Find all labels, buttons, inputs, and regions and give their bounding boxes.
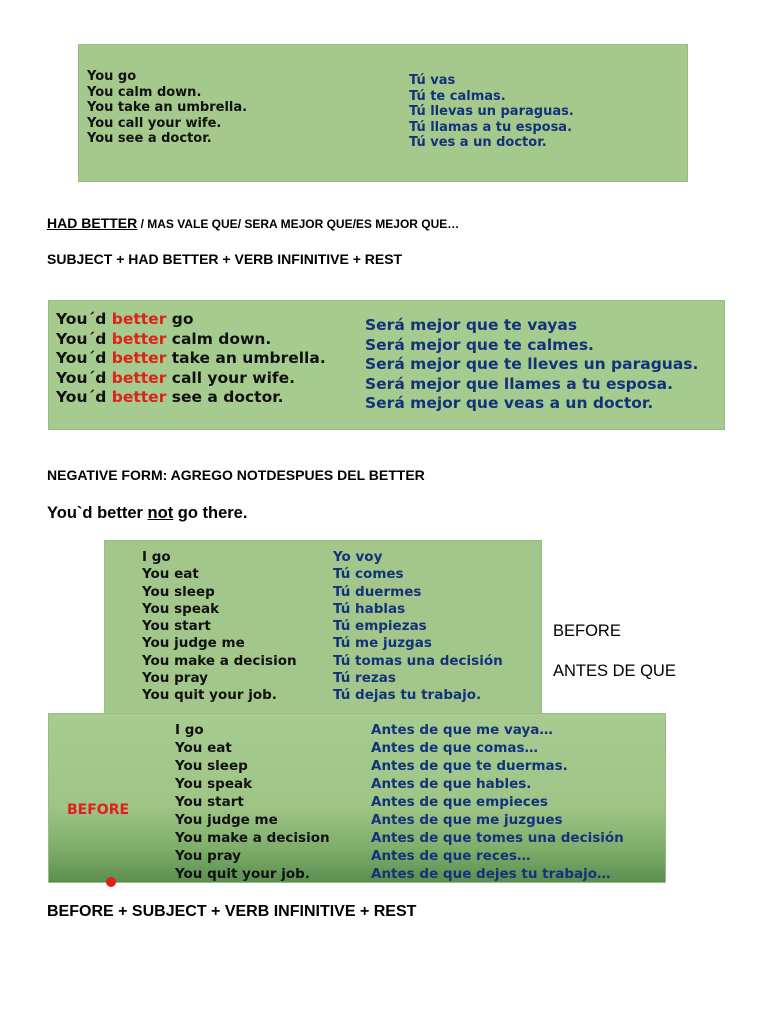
english-sentence: You start xyxy=(142,618,211,635)
simple-present-panel xyxy=(78,44,688,182)
spanish-sentence: Tú duermes xyxy=(333,583,422,600)
spanish-sentence: Tú llevas un paraguas. xyxy=(409,104,574,119)
english-sentence: You sleep xyxy=(142,583,215,600)
english-sentence xyxy=(56,388,326,408)
negative-example-start: You`d better xyxy=(47,504,148,522)
spanish-sentence: Tú comes xyxy=(333,566,404,583)
spanish-column xyxy=(365,316,698,414)
spanish-sentence: Tú llamas a tu esposa. xyxy=(409,119,573,135)
had-better-title: HAD BETTER xyxy=(47,215,138,231)
english-sentence: You eat xyxy=(142,566,199,583)
english-sentence: You speak xyxy=(142,600,220,617)
had-better-panel xyxy=(48,300,725,430)
spanish-sentence: Tú tomas una decisión xyxy=(333,652,503,669)
verb-phrase: take an umbrella. xyxy=(171,349,326,367)
spanish-sentence: Antes de que hables. xyxy=(371,776,532,792)
negative-form-heading: NEGATIVE FORM: AGREGO NOTDESPUES DEL BETTER xyxy=(47,467,425,483)
verb-phrase: go xyxy=(171,310,194,328)
english-sentence: You sleep xyxy=(175,758,248,774)
spanish-sentence: Tú dejas tu trabajo. xyxy=(333,687,482,704)
spanish-sentence: Antes de que me vaya… xyxy=(371,722,553,738)
english-sentence: I go xyxy=(142,549,171,565)
english-sentence: You quit your job. xyxy=(175,866,310,882)
english-sentence: You pray xyxy=(142,670,208,687)
had-better-subtitle: / MAS VALE QUE/ SERA MEJOR QUE/ES MEJOR QUE… xyxy=(137,217,460,231)
negative-not: not xyxy=(147,504,174,522)
spanish-column xyxy=(333,549,503,705)
spanish-sentence: Antes de que empieces xyxy=(371,794,548,810)
english-sentence: You make a decision xyxy=(142,652,297,669)
verb-phrase: call your wife. xyxy=(171,368,296,387)
better-keyword: better xyxy=(111,310,167,328)
english-sentence: You start xyxy=(175,794,244,810)
before-label: BEFORE xyxy=(553,622,621,640)
english-column xyxy=(175,721,330,883)
english-sentence: You quit your job. xyxy=(142,687,277,704)
english-sentence: You see a doctor. xyxy=(87,131,212,146)
spanish-sentence: Tú ves a un doctor. xyxy=(409,135,547,150)
english-sentence: You pray xyxy=(175,848,241,864)
spanish-sentence: Tú hablas xyxy=(333,600,406,617)
spanish-sentence: Antes de que comas… xyxy=(371,740,539,756)
red-dot-icon xyxy=(106,877,116,887)
negative-example xyxy=(47,504,247,523)
english-sentence: You go xyxy=(87,69,137,84)
spanish-sentence: Será mejor que llames a tu esposa. xyxy=(365,374,674,393)
better-keyword: better xyxy=(111,329,167,348)
before-formula: BEFORE + SUBJECT + VERB INFINITIVE + REST xyxy=(47,903,417,920)
spanish-sentence: Tú vas xyxy=(409,73,456,88)
english-sentence: You calm down. xyxy=(87,84,202,100)
spanish-sentence: Antes de que tomes una decisión xyxy=(371,830,624,846)
english-sentence xyxy=(56,349,326,369)
better-keyword: better xyxy=(111,349,167,367)
negative-example-end: go there. xyxy=(173,504,248,522)
spanish-sentence: Yo voy xyxy=(333,549,383,565)
english-column xyxy=(87,69,247,147)
spanish-sentence: Será mejor que te calmes. xyxy=(365,335,594,354)
better-keyword: better xyxy=(111,368,167,387)
english-sentence: You speak xyxy=(175,776,253,792)
had-better-formula: SUBJECT + HAD BETTER + VERB INFINITIVE + REST xyxy=(47,251,403,267)
subject: You´d xyxy=(56,310,107,328)
spanish-sentence: Tú te calmas. xyxy=(409,88,506,104)
verb-phrase: see a doctor. xyxy=(171,388,284,406)
subject: You´d xyxy=(56,388,107,406)
english-sentence: You judge me xyxy=(175,812,278,828)
spanish-sentence: Antes de que dejes tu trabajo… xyxy=(371,866,611,882)
antes-de-que-label: ANTES DE QUE xyxy=(553,662,676,680)
spanish-column xyxy=(409,73,574,151)
spanish-sentence: Tú rezas xyxy=(333,670,396,687)
english-sentence: You judge me xyxy=(142,635,245,652)
english-sentence xyxy=(56,310,326,330)
english-sentence: You make a decision xyxy=(175,830,330,846)
english-sentence: You call your wife. xyxy=(87,115,222,131)
spanish-sentence: Antes de que me juzgues xyxy=(371,812,563,828)
english-column xyxy=(56,310,326,408)
before-panel xyxy=(48,713,666,883)
before-tag: BEFORE xyxy=(67,802,130,818)
subject: You´d xyxy=(56,349,107,367)
present-verbs-panel xyxy=(104,540,542,716)
english-sentence: You take an umbrella. xyxy=(87,100,248,115)
english-sentence xyxy=(56,330,326,350)
spanish-sentence: Será mejor que te vayas xyxy=(365,316,578,334)
spanish-sentence: Antes de que te duermas. xyxy=(371,758,568,774)
spanish-sentence: Será mejor que te lleves un paraguas. xyxy=(365,355,699,373)
spanish-column xyxy=(371,721,624,883)
better-keyword: better xyxy=(111,388,167,406)
subject: You´d xyxy=(56,368,107,387)
spanish-sentence: Será mejor que veas a un doctor. xyxy=(365,394,654,412)
english-sentence: I go xyxy=(175,722,204,738)
spanish-sentence: Tú me juzgas xyxy=(333,635,432,652)
verb-phrase: calm down. xyxy=(171,329,272,348)
subject: You´d xyxy=(56,329,107,348)
spanish-sentence: Tú empiezas xyxy=(333,618,427,635)
english-sentence xyxy=(56,369,326,389)
spanish-sentence: Antes de que reces… xyxy=(371,848,531,864)
english-column xyxy=(142,549,297,705)
had-better-heading xyxy=(47,215,459,231)
english-sentence: You eat xyxy=(175,740,232,756)
